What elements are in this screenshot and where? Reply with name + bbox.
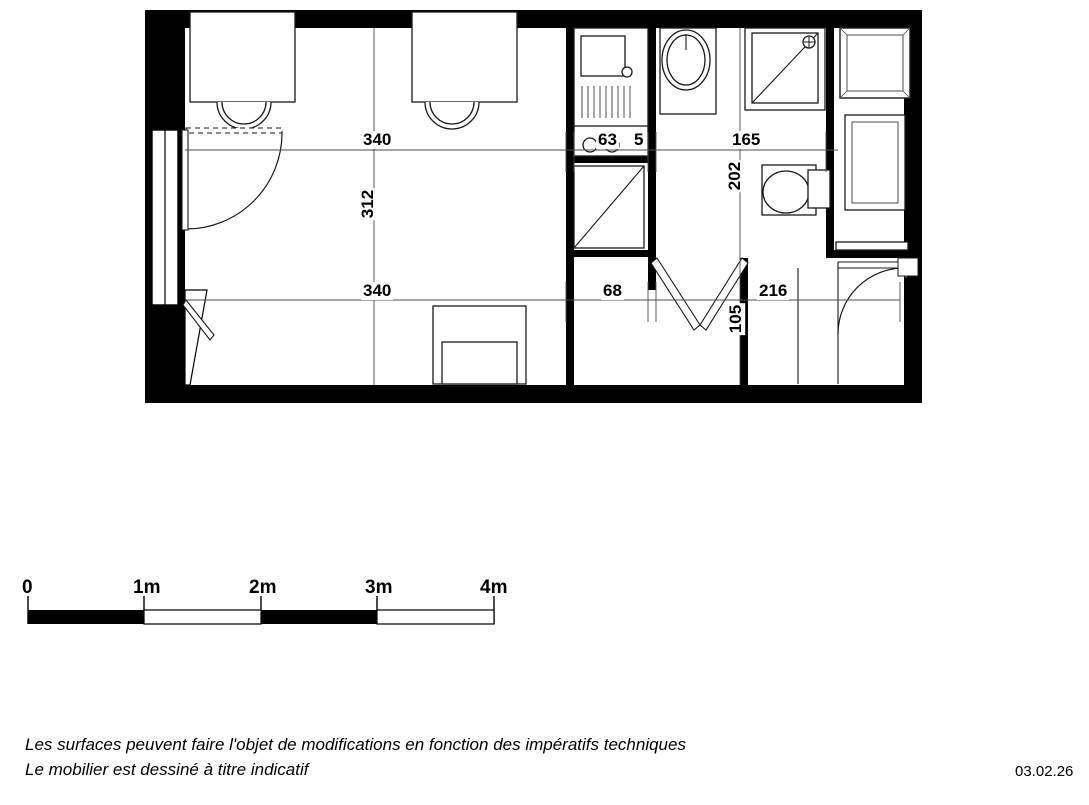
note-line-1: Les surfaces peuvent faire l'objet de modifications en fonction des impératifs techniques (25, 735, 686, 754)
dimension-202: 202 (725, 161, 745, 191)
drawing-date: 03.02.26 (1015, 763, 1074, 780)
dimension-165: 165 (732, 130, 761, 149)
dimension-5: 5 (634, 130, 644, 149)
dimension-340-bottom: 340 (363, 281, 392, 300)
dimension-312: 312 (358, 189, 378, 219)
note-line-2: Le mobilier est dessiné à titre indicatif (25, 760, 309, 779)
scale-bar (25, 596, 525, 646)
dimension-105: 105 (726, 304, 746, 334)
scale-label-4m: 4m (480, 577, 508, 598)
scale-label-1m: 1m (133, 577, 161, 598)
dimension-63: 63 (598, 130, 617, 149)
bedroom-furniture (182, 12, 526, 384)
dimension-68: 68 (603, 281, 622, 300)
dimension-340-top: 340 (363, 130, 392, 149)
scale-label-2m: 2m (249, 577, 277, 598)
dimension-216: 216 (759, 281, 788, 300)
scale-label-0: 0 (22, 577, 33, 598)
scale-label-3m: 3m (365, 577, 393, 598)
